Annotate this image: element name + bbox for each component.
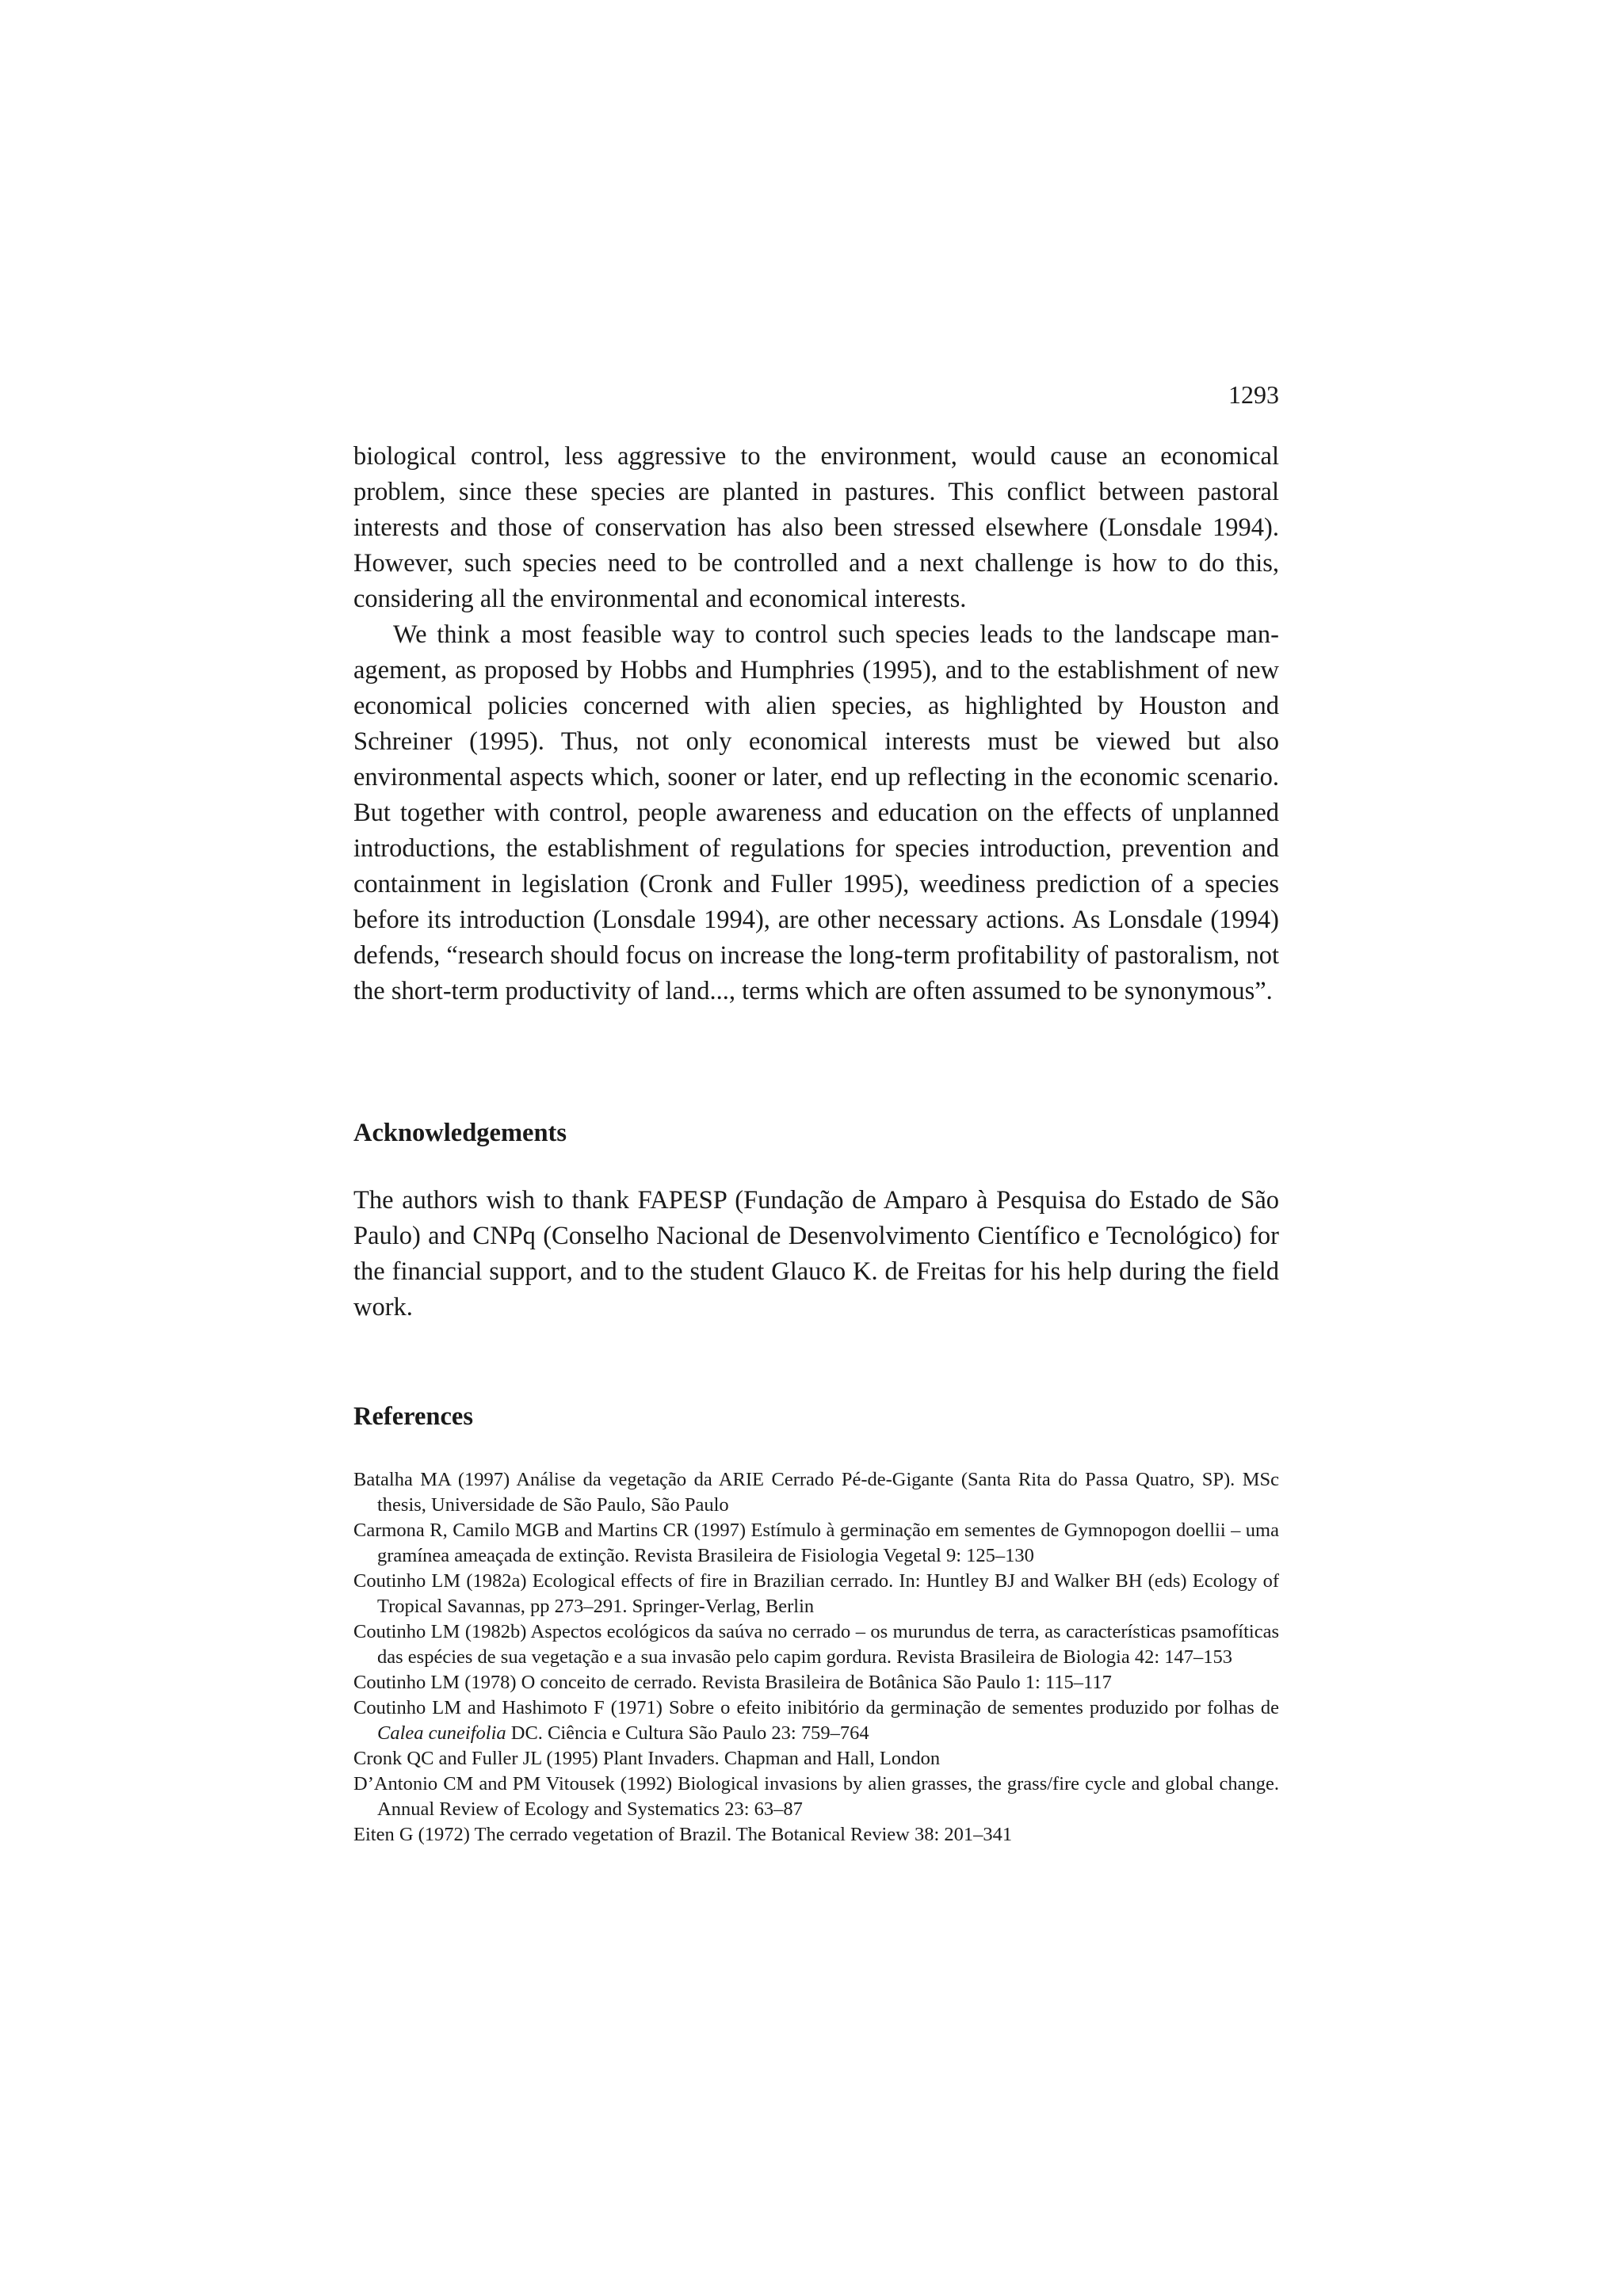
acknowledgements-text: The authors wish to thank FAPESP (Fundação de Amparo à Pesquisa do Estado de São Paulo) and CNPq (Conselho Nacional de Desenvolvimento Científico e Tecnológico) for the financial support, and to the student Glauco K. de Freitas for his help during the field work. [353,1186,1279,1322]
species-name: Calea cuneifolia [377,1722,506,1744]
body-paragraph-1: biological control, less aggressive to the environment, would cause an economical problem, since these species are planted in pastures. This conflict between pastoral interests and those of conservation has also been stressed elsewhere (Lonsdale 1994). However, such species need to be controlled and a next challenge is how to do this, considering all the environmental and economical interests. [353,442,1279,613]
reference-item: Cronk QC and Fuller JL (1995) Plant Invaders. Chapman and Hall, London [353,1748,941,1769]
paper-page [353,0,1279,2296]
acknowledgements-section [353,1183,1279,1325]
reference-text: DC. Ciência e Cultura São Paulo 23: 759–764 [506,1722,869,1744]
reference-item: Batalha MA (1997) Análise da vegetação da ARIE Cerrado Pé-de-Gigante (Santa Rita do Passa Quatro, SP). MSc thesis, Universidade de São Paulo, São Paulo [353,1469,1279,1516]
page-number: 1293 [1228,380,1279,409]
reference-list [353,1467,1279,1848]
body-text [353,439,1279,1009]
reference-item: Carmona R, Camilo MGB and Martins CR (1997) Estímulo à germinação em sementes de Gymnopogon doellii – uma gramínea ameaçada de extinção. Revista Brasileira de Fisiologia Vegetal 9: 125–130 [353,1520,1279,1566]
body-paragraph-2: We think a most feasible way to control such species leads to the landscape management, as proposed by Hobbs and Humphries (1995), and to the establishment of new economical policies concerned with alien species, as highlighted by Houston and Schreiner (1995). Thus, not only economical interests must be viewed but also environmental aspects which, sooner or later, end up reflecting in the economic scenario. But together with control, people awareness and education on the effects of unplanned introductions, the establishment of regulations for species introduction, prevention and containment in legislation (Cronk and Fuller 1995), weediness prediction of a species before its introduction (Lonsdale 1994), are other necessary actions. As Lonsdale (1994) defends, “research should focus on increase the long-term profitability of pastoralism, not the short-term productivity of land..., terms which are often assumed to be synonymous”. [353,620,1279,1005]
reference-item: D’Antonio CM and PM Vitousek (1992) Biological invasions by alien grasses, the grass/fire cycle and global change. Annual Review of Ecology and Systematics 23: 63–87 [353,1773,1279,1820]
references-heading: References [353,1402,473,1431]
reference-item: Coutinho LM (1982b) Aspectos ecológicos da saúva no cerrado – os murundus de terra, as características psamofíticas das espécies de sua vegetação e a sua invasão pelo capim gordura. Revista Brasileira de Biologia 42: 147–153 [353,1621,1279,1668]
reference-item: Coutinho LM (1978) O conceito de cerrado. Revista Brasileira de Botânica São Paulo 1: 115–117 [353,1672,1112,1693]
acknowledgements-heading: Acknowledgements [353,1119,567,1147]
reference-item: Coutinho LM (1982a) Ecological effects of fire in Brazilian cerrado. In: Huntley BJ and Walker BH (eds) Ecology of Tropical Savannas, pp 273–291. Springer-Verlag, Berlin [353,1570,1279,1617]
reference-text: Coutinho LM and Hashimoto F (1971) Sobre o efeito inibitório da germinação de sementes produzido por folhas de [353,1697,1279,1718]
reference-item: Eiten G (1972) The cerrado vegetation of Brazil. The Botanical Review 38: 201–341 [353,1824,1013,1845]
reference-item [353,1695,1279,1746]
